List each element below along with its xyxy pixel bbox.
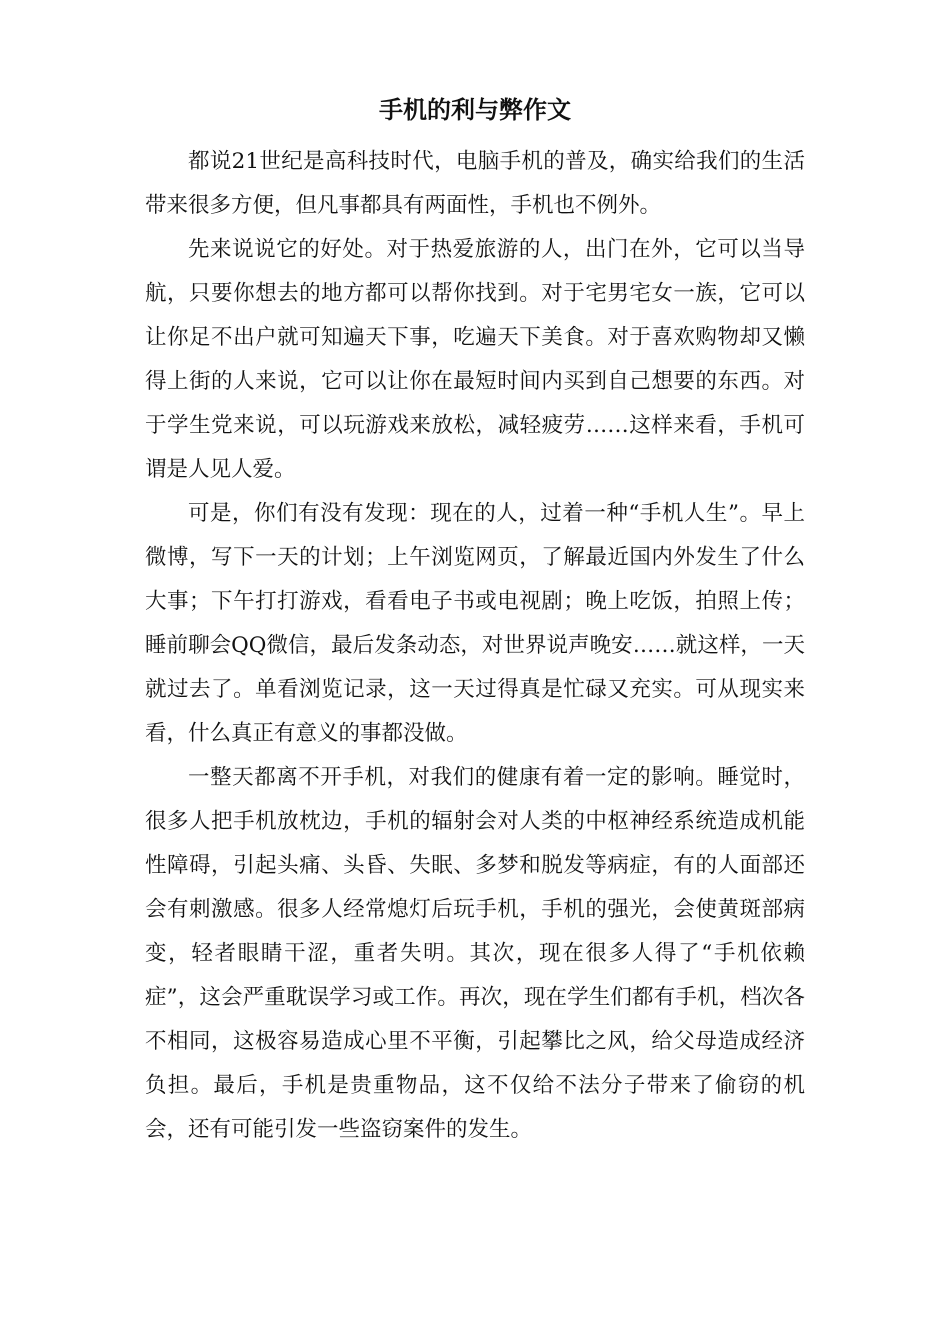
paragraph-phone-life: 可是，你们有没有发现：现在的人，过着一种“手机人生”。早上微博，写下一天的计划；上午浏览网页，了解最近国内外发生了什么大事；下午打打游戏，看看电子书或电视剧；晚上吃饭，拍照上传；睡前聊会QQ微信，最后发条动态，对世界说声晚安……就这样，一天就过去了。单看浏览记录，这一天过得真是忙碌又充实。可从现实来看，什么真正有意义的事都没做。 [145, 501, 805, 746]
document-body [145, 140, 805, 1152]
paragraph-advantages: 先来说说它的好处。对于热爱旅游的人，出门在外，它可以当导航，只要你想去的地方都可以帮你找到。对于宅男宅女一族，它可以让你足不出户就可知遍天下事，吃遍天下美食。对于喜欢购物却又懒得上街的人来说，它可以让你在最短时间内买到自己想要的东西。对于学生党来说，可以玩游戏来放松，减轻疲劳……这样来看，手机可谓是人见人爱。 [145, 237, 805, 482]
paragraph-disadvantages: 一整天都离不开手机，对我们的健康有着一定的影响。睡觉时，很多人把手机放枕边，手机的辐射会对人类的中枢神经系统造成机能性障碍，引起头痛、头昏、失眠、多梦和脱发等病症，有的人面部还会有刺激感。很多人经常熄灯后玩手机，手机的强光，会使黄斑部病变，轻者眼睛干涩，重者失明。其次，现在很多人得了“手机依赖症”，这会严重耽误学习或工作。再次，现在学生们都有手机，档次各不相同，这极容易造成心里不平衡，引起攀比之风，给父母造成经济负担。最后，手机是贵重物品，这不仅给不法分子带来了偷窃的机会，还有可能引发一些盗窃案件的发生。 [145, 765, 805, 1142]
paragraph-intro: 都说21世纪是高科技时代，电脑手机的普及，确实给我们的生活带来很多方便，但凡事都具有两面性，手机也不例外。 [145, 149, 805, 218]
document-title: 手机的利与弊作文 [379, 95, 571, 124]
